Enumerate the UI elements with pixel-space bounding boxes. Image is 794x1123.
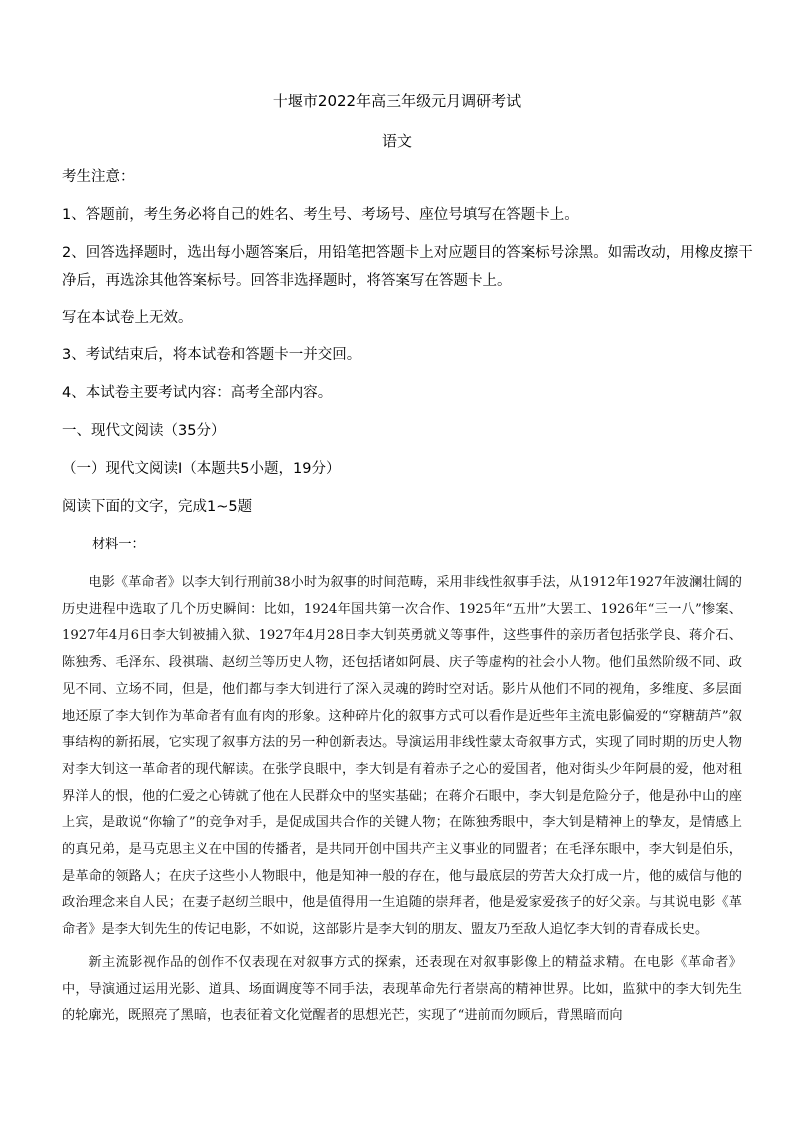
exam-title: 十堰市2022年高三年级元月调研考试 [272,92,522,110]
section-heading: 一、现代文阅读（35分） [62,423,226,439]
notice-heading: 考生注意： [62,169,135,185]
material-label: 材料一： [92,537,145,552]
material-paragraph-1: 电影《革命者》以李大钊行刑前38小时为叙事的时间范畴，采用非线性叙事手法，从1912年1927年波澜壮阔的历史进程中选取了几个历史瞬间：比如，1924年国共第一次合作、1925年“五卅”大罢工、1926年“三一八”惨案、1927年4月6日李大钊被捕入狱、1927年4月28日李大钊英勇就义等事件，这些事件的亲历者包括张学良、蒋介石、陈独秀、毛泽东、段祺瑞、赵纫兰等历史人物，还包括诸如阿晨、庆子等虚构的社会小人物。他们虽然阶级不同、政见不同、立场不同，但是，他们都与李大钊进行了深入灵魂的跨时空对话。影片从他们不同的视角，多维度、多层面地还原了李大钊作为革命者有血有肉的形象。这种碎片化的叙事方式可以看作是近些年主流电影偏爱的“穿糖葫芦”叙事结构的新拓展，它实现了叙事方法的另一种创新表达。导演运用非线性蒙太奇叙事方式，实现了同时期的历史人物对李大钊这一革命者的现代解读。在张学良眼中，李大钊是有着赤子之心的爱国者，他对街头少年阿晨的爱，他对租界洋人的恨，他的仁爱之心铸就了他在人民群众中的坚实基础；在蒋介石眼中，李大钊是危险分子，他是孙中山的座上宾，是敢说“你输了”的竞争对手，是促成国共合作的关键人物；在陈独秀眼中，李大钊是精神上的挚友，是情感上的真兄弟，是马克思主义在中国的传播者，是共同开创中国共产主义事业的同盟者；在毛泽东眼中，李大钊是伯乐，是革命的领路人；在庆子这些小人物眼中，他是知神一般的存在，他与最底层的劳苦大众打成一片，他的威信与他的政治理念来自人民；在妻子赵纫兰眼中，他是值得用一生追随的崇拜者，他是爱家爱孩子的好父亲。与其说电影《革命者》是李大钊先生的传记电影，不如说，这部影片是李大钊的朋友、盟友乃至敌人追忆李大钊的青春成长史。 [62,575,742,938]
notice-item-2-tail: 写在本试卷上无效。 [62,310,193,326]
notice-item-4: 4、本试卷主要考试内容：高考全部内容。 [62,385,333,401]
notice-item-3: 3、考试结束后，将本试卷和答题卡一并交回。 [62,347,362,363]
section-instruction: 阅读下面的文字，完成1~5题 [62,499,253,515]
notice-item-2: 2、回答选择题时，选出每小题答案后，用铅笔把答题卡上对应题目的答案标号涂黑。如需改动，用橡皮擦干 [62,245,753,261]
material-body [62,570,742,1030]
material-paragraph-2: 新主流影视作品的创作不仅表现在对叙事方式的探索，还表现在对叙事影像上的精益求精。在电影《革命者》中，导演通过运用光影、道具、场面调度等不同手法，表现革命先行者崇高的精神世界。比如，监狱中的李大钊先生的轮廓光，既照亮了黑暗，也表征着文化觉醒者的思想光芒，实现了“进前而勿顾后，背黑暗而向 [62,954,742,1024]
notice-item-2-cont: 净后，再选涂其他答案标号。回答非选择题时，将答案写在答题卡上。 [62,273,512,289]
section-subheading: （一）现代文阅读Ⅰ（本题共5小题，19分） [62,461,341,477]
notice-item-1: 1、答题前，考生务必将自己的姓名、考生号、考场号、座位号填写在答题卡上。 [62,207,579,223]
subject-title: 语文 [381,132,412,150]
